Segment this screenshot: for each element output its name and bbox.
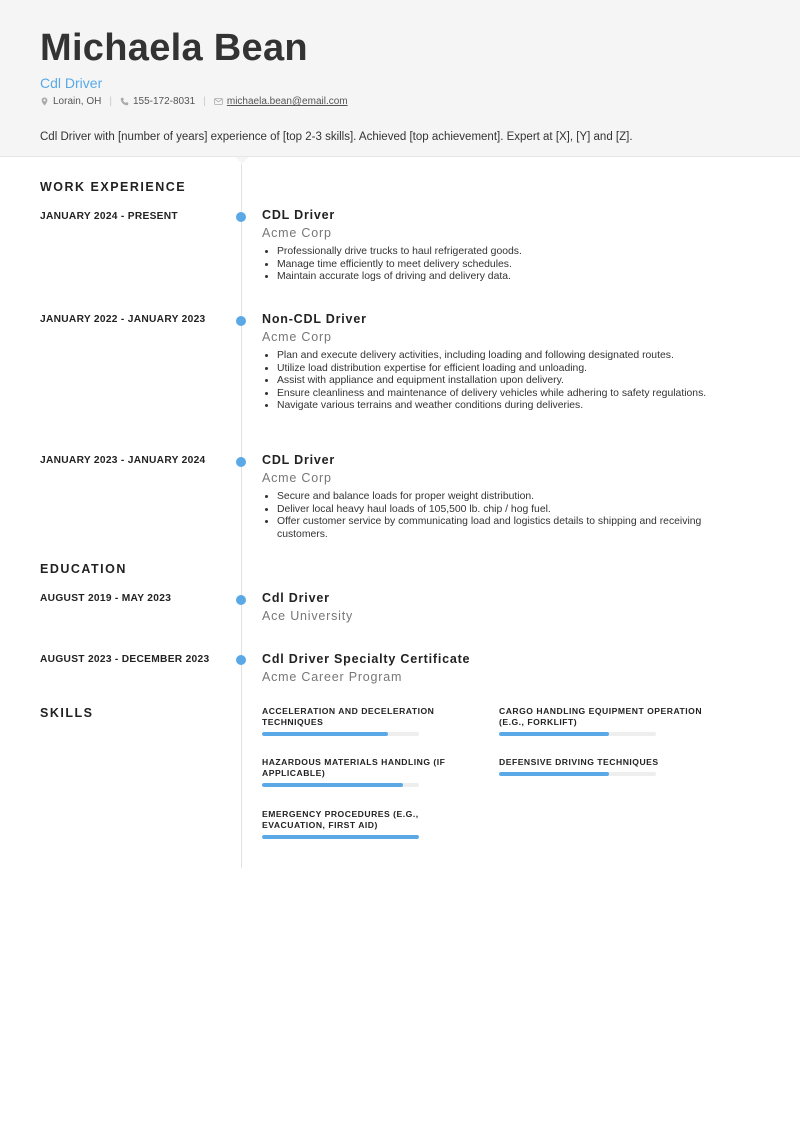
location-text: Lorain, OH xyxy=(53,96,102,107)
work-date-1: JANUARY 2024 - PRESENT xyxy=(40,211,178,222)
profile-summary: Cdl Driver with [number of years] experience of [top 2-3 skills]. Achieved [top achievement]. Expert at [X], [Y] and [Z]. xyxy=(40,131,633,143)
contact-location xyxy=(40,96,101,107)
contact-row xyxy=(40,96,348,107)
work-entry-2 xyxy=(262,312,742,413)
education-degree: Cdl Driver xyxy=(262,591,330,605)
bullet-item: • Manage time efficiently to meet delivery schedules. xyxy=(277,259,742,272)
skill-bar-fill xyxy=(262,732,388,736)
work-role: CDL Driver xyxy=(262,453,336,467)
job-title: Cdl Driver xyxy=(40,75,103,91)
skill-item xyxy=(262,809,482,839)
bullet-item: • Assist with appliance and equipment installation upon delivery. xyxy=(277,375,742,388)
phone-text: 155-172-8031 xyxy=(132,96,196,107)
skill-name: ACCELERATION AND DECELERATION TECHNIQUES xyxy=(262,706,435,727)
education-school: Acme Career Program xyxy=(262,670,403,684)
work-role: CDL Driver xyxy=(262,208,336,222)
timeline-dot xyxy=(236,316,246,326)
education-school: Ace University xyxy=(262,609,354,623)
bullet-item: • Utilize load distribution expertise for efficient loading and unloading. xyxy=(277,363,742,376)
work-bullets xyxy=(262,491,742,541)
contact-separator: | xyxy=(203,96,206,107)
work-company: Acme Corp xyxy=(262,226,332,240)
bullet-item: • Deliver local heavy haul loads of 105,500 lb. chip / hog fuel. xyxy=(277,504,742,517)
work-entry-1 xyxy=(262,208,742,284)
phone-icon xyxy=(120,97,129,106)
timeline-dot xyxy=(236,457,246,467)
timeline-dot xyxy=(236,655,246,665)
education-degree: Cdl Driver Specialty Certificate xyxy=(262,652,471,666)
work-date-3: JANUARY 2023 - JANUARY 2024 xyxy=(40,455,206,466)
skill-name: HAZARDOUS MATERIALS HANDLING (IF APPLICABLE) xyxy=(262,757,446,778)
skill-item xyxy=(262,757,482,787)
education-date-1: AUGUST 2019 - MAY 2023 xyxy=(40,593,172,604)
bullet-item: • Secure and balance loads for proper weight distribution. xyxy=(277,491,742,504)
education-entry-2 xyxy=(262,652,742,684)
work-company: Acme Corp xyxy=(262,471,332,485)
contact-separator: | xyxy=(109,96,112,107)
skill-bar xyxy=(262,783,419,787)
skill-bar xyxy=(262,835,419,839)
timeline-dot xyxy=(236,212,246,222)
bullet-item: • Navigate various terrains and weather conditions during deliveries. xyxy=(277,400,742,413)
education-date-2: AUGUST 2023 - DECEMBER 2023 xyxy=(40,654,210,665)
bullet-item: • Plan and execute delivery activities, including loading and following designated routes. xyxy=(277,350,742,363)
work-bullets xyxy=(262,350,742,413)
skill-bar-fill xyxy=(262,783,403,787)
skill-bar-fill xyxy=(499,772,609,776)
timeline-line xyxy=(241,164,242,868)
work-company: Acme Corp xyxy=(262,330,332,344)
skill-bar xyxy=(499,732,656,736)
bullet-item: • Ensure cleanliness and maintenance of delivery vehicles while adhering to safety regulations. xyxy=(277,388,742,401)
skill-name: CARGO HANDLING EQUIPMENT OPERATION (E.G., FORKLIFT) xyxy=(499,706,703,727)
skill-name: DEFENSIVE DRIVING TECHNIQUES xyxy=(499,757,659,767)
resume-header xyxy=(0,0,800,157)
candidate-name: Michaela Bean xyxy=(40,27,308,69)
header-notch xyxy=(235,157,249,164)
section-title-skills: SKILLS xyxy=(40,706,94,720)
skill-item xyxy=(499,757,719,776)
section-title-work: WORK EXPERIENCE xyxy=(40,180,187,194)
location-pin-icon xyxy=(40,97,49,106)
work-role: Non-CDL Driver xyxy=(262,312,367,326)
skill-bar xyxy=(262,732,419,736)
work-entry-3 xyxy=(262,453,742,541)
timeline-dot xyxy=(236,595,246,605)
envelope-icon xyxy=(214,97,223,106)
bullet-item: • Offer customer service by communicating load and logistics details to shipping and receiving customers. xyxy=(277,516,742,541)
section-title-education: EDUCATION xyxy=(40,562,127,576)
skill-bar-fill xyxy=(499,732,609,736)
bullet-item: • Professionally drive trucks to haul refrigerated goods. xyxy=(277,246,742,259)
work-bullets xyxy=(262,246,742,284)
skill-item xyxy=(262,706,482,736)
skill-name: EMERGENCY PROCEDURES (E.G., EVACUATION, FIRST AID) xyxy=(262,809,419,830)
skill-bar-fill xyxy=(262,835,419,839)
education-entry-1 xyxy=(262,591,742,623)
contact-phone xyxy=(120,96,195,107)
skill-bar xyxy=(499,772,656,776)
email-link[interactable]: michaela.bean@email.com xyxy=(226,96,348,107)
contact-email[interactable] xyxy=(214,96,348,107)
bullet-item: • Maintain accurate logs of driving and delivery data. xyxy=(277,271,742,284)
work-date-2: JANUARY 2022 - JANUARY 2023 xyxy=(40,314,206,325)
skill-item xyxy=(499,706,719,736)
